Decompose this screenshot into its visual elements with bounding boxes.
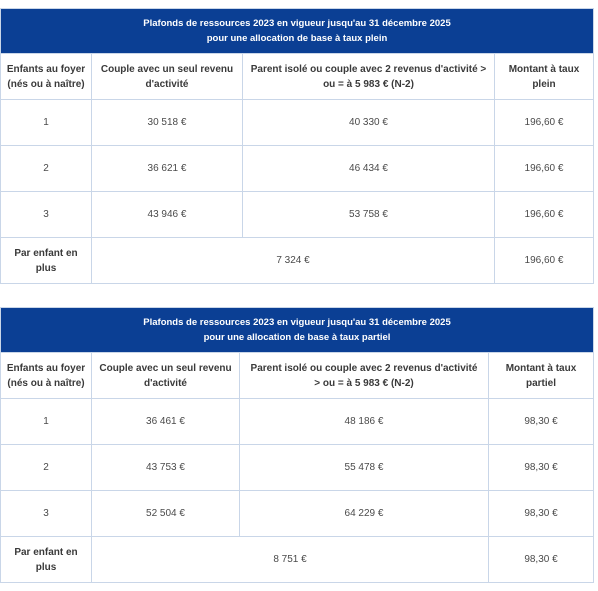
header-text: Enfants au foyer	[6, 362, 86, 374]
cell-par-enfant-valeur: 7 324 €	[92, 238, 495, 284]
cell-enfants: 2	[1, 146, 92, 192]
header-text: Couple avec un seul revenu	[99, 362, 232, 374]
header-montant-taux-plein	[495, 54, 594, 100]
cell-par-enfant-label	[1, 238, 92, 284]
header-couple-un-revenu	[92, 54, 243, 100]
cell-couple-un-revenu: 43 753 €	[92, 445, 240, 491]
cell-couple-un-revenu: 43 946 €	[92, 192, 243, 238]
header-enfants-au-foyer	[1, 353, 92, 399]
table-row-par-enfant	[1, 238, 594, 284]
header-text: plein	[532, 78, 556, 90]
cell-montant: 98,30 €	[489, 537, 594, 583]
header-text: partiel	[526, 377, 557, 389]
table-title-line1: Plafonds de ressources 2023 en vigueur jusqu'au 31 décembre 2025	[143, 317, 451, 328]
row-label-text: plus	[35, 561, 57, 573]
table-title	[1, 9, 594, 54]
table-row-par-enfant	[1, 537, 594, 583]
cell-parent-isole-deux-revenus: 48 186 €	[240, 399, 489, 445]
cell-montant: 98,30 €	[489, 491, 594, 537]
table-title-row	[1, 308, 594, 353]
table-row	[1, 192, 594, 238]
table-row	[1, 100, 594, 146]
cell-couple-un-revenu: 36 461 €	[92, 399, 240, 445]
cell-montant: 98,30 €	[489, 399, 594, 445]
row-label-text: plus	[35, 262, 57, 274]
header-text: Montant à taux	[505, 362, 577, 374]
cell-parent-isole-deux-revenus: 53 758 €	[243, 192, 495, 238]
cell-montant: 196,60 €	[495, 238, 594, 284]
cell-enfants: 1	[1, 399, 92, 445]
cell-montant: 196,60 €	[495, 192, 594, 238]
header-text: > ou = à 5 983 € (N-2)	[314, 377, 414, 389]
cell-enfants: 2	[1, 445, 92, 491]
table-title	[1, 308, 594, 353]
header-text: Montant à taux	[508, 63, 580, 75]
table-row	[1, 445, 594, 491]
cell-par-enfant-label	[1, 537, 92, 583]
table-title-row	[1, 9, 594, 54]
cell-couple-un-revenu: 52 504 €	[92, 491, 240, 537]
table-title-line1: Plafonds de ressources 2023 en vigueur jusqu'au 31 décembre 2025	[143, 18, 451, 29]
cell-montant: 196,60 €	[495, 146, 594, 192]
cell-enfants: 1	[1, 100, 92, 146]
header-text: d'activité	[145, 78, 189, 90]
cell-montant: 196,60 €	[495, 100, 594, 146]
table-title-line2: pour une allocation de base à taux plein	[206, 33, 388, 44]
row-label-text: Par enfant en	[14, 247, 78, 259]
plafonds-table-taux-plein	[0, 8, 594, 284]
cell-enfants: 3	[1, 192, 92, 238]
header-text: d'activité	[144, 377, 187, 389]
cell-parent-isole-deux-revenus: 55 478 €	[240, 445, 489, 491]
table-row	[1, 146, 594, 192]
cell-couple-un-revenu: 30 518 €	[92, 100, 243, 146]
cell-parent-isole-deux-revenus: 40 330 €	[243, 100, 495, 146]
header-row	[1, 54, 594, 100]
table-title-line2: pour une allocation de base à taux partiel	[203, 332, 391, 343]
header-text: (nés ou à naître)	[7, 377, 85, 389]
cell-parent-isole-deux-revenus: 64 229 €	[240, 491, 489, 537]
header-row	[1, 353, 594, 399]
header-enfants-au-foyer	[1, 54, 92, 100]
cell-parent-isole-deux-revenus: 46 434 €	[243, 146, 495, 192]
header-text: Enfants au foyer	[6, 63, 86, 75]
header-text: (nés ou à naître)	[7, 78, 85, 90]
cell-par-enfant-valeur: 8 751 €	[92, 537, 489, 583]
plafonds-table-taux-partiel	[0, 307, 594, 583]
header-couple-un-revenu	[92, 353, 240, 399]
cell-couple-un-revenu: 36 621 €	[92, 146, 243, 192]
cell-montant: 98,30 €	[489, 445, 594, 491]
header-text: ou = à 5 983 € (N-2)	[323, 78, 414, 90]
cell-enfants: 3	[1, 491, 92, 537]
header-parent-isole-deux-revenus	[243, 54, 495, 100]
header-parent-isole-deux-revenus	[240, 353, 489, 399]
header-text: Parent isolé ou couple avec 2 revenus d'activité	[250, 362, 478, 374]
header-text: Couple avec un seul revenu	[100, 63, 234, 75]
header-montant-taux-partiel	[489, 353, 594, 399]
table-row	[1, 399, 594, 445]
row-label-text: Par enfant en	[14, 546, 78, 558]
table-row	[1, 491, 594, 537]
header-text: Parent isolé ou couple avec 2 revenus d'activité >	[250, 63, 487, 75]
